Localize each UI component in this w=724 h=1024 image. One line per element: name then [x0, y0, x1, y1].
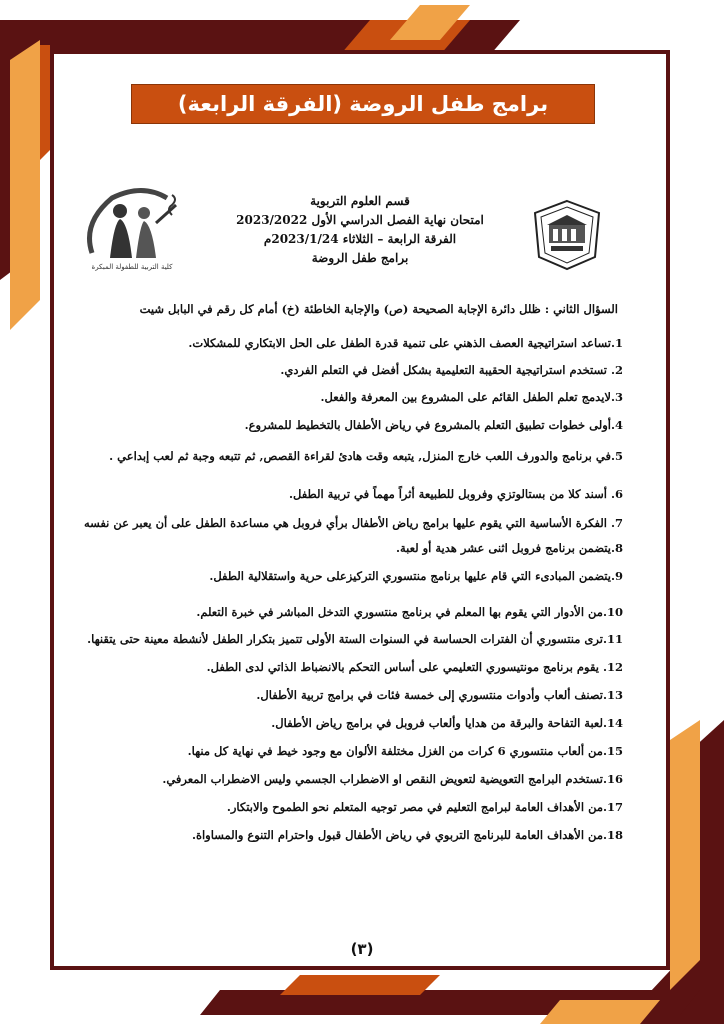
question-item: 16.تستخدم البرامج التعويضية لتعويض النقص او الاضطراب الجسمي وليس الاضطراب المعرفي. [162, 772, 623, 786]
faculty-logo-icon [72, 183, 192, 273]
question-item: 11.ترى منتسوري أن الفترات الحساسة في السنوات الستة الأولى تتميز بتكرار الطفل لأنشطة معينة حتى يتقنها. [87, 632, 623, 646]
question-item: 15.من ألعاب منتسوري 6 كرات من الغزل مختلفة الألوان مع وجود خيط في نهاية كل منها. [187, 744, 623, 758]
grade-date-line: الفرقة الرابعة – الثلاثاء 2023/1/24م [263, 232, 457, 246]
question-item: 12. يقوم برنامج مونتيسوري التعليمي على أساس التحكم بالانضباط الذاتي لدى الطفل. [206, 660, 623, 674]
university-seal-icon [531, 199, 603, 271]
question-instruction: السؤال الثاني : ظلل دائرة الإجابة الصحيحة (ص) والإجابة الخاطئة (خ) أمام كل رقم في البابل شيت [139, 302, 618, 316]
question-item: 18.من الأهداف العامة للبرنامج التربوي في رياض الأطفال قبول واحترام التنوع والمساواة. [191, 828, 623, 842]
page-number: (٣) [350, 940, 374, 958]
banner-title: برامج طفل الروضة (الفرقة الرابعة) [131, 84, 595, 124]
exam-header [210, 192, 510, 268]
department-line: قسم العلوم التربوية [310, 194, 410, 208]
question-item: 2. تستخدم استراتيجية الحقيبة التعليمية بشكل أفضل في التعلم الفردي. [280, 363, 623, 377]
logo-left-caption: كلية التربية للطفولة المبكرة [91, 263, 173, 271]
question-item: 1.تساعد استراتيجية العصف الذهني على تنمية قدرة الطفل على الحل الابتكاري للمشكلات. [188, 336, 623, 350]
question-item: 6. أسند كلا من بستالوتزي وفروبل للطبيعة أثراً مهماً في تربية الطفل. [288, 487, 623, 501]
question-item: 10.من الأدوار التي يقوم بها المعلم في برنامج منتسوري التدخل المباشر في خبرة التعلم. [196, 605, 623, 619]
question-item: 14.لعبة التفاحة والبرقة من هدايا وألعاب فروبل في برامج رياض الأطفال. [271, 716, 623, 730]
question-item: 4.أولى خطوات تطبيق التعلم بالمشروع في رياض الأطفال بالتخطيط للمشروع. [244, 418, 623, 432]
subject-line: برامج طفل الروضة [311, 251, 409, 265]
question-item: 9.يتضمن المبادىء التي قام عليها برنامج منتسوري التركيزعلى حرية واستقلالية الطفل. [209, 569, 623, 583]
question-item: 5.في برنامج والدورف اللعب خارج المنزل, يتبعه وقت هادئ لقراءة القصص, ثم تتبعه وجبة ثم لعب إبداعي . [109, 449, 623, 463]
question-item: 17.من الأهداف العامة لبرامج التعليم في مصر توجيه المتعلم نحو الطموح والابتكار. [226, 800, 623, 814]
question-item: 13.تصنف ألعاب وأدوات منتسوري إلى خمسة فئات في برامج تربية الأطفال. [256, 688, 623, 702]
question-item: 8.يتضمن برنامج فروبل اثنى عشر هدية أو لعبة. [395, 541, 623, 555]
question-item: 3.لايدمج تعلم الطفل القائم على المشروع بين المعرفة والفعل. [320, 390, 623, 404]
question-item: 7. الفكرة الأساسية التي يقوم عليها برامج رياض الأطفال برأي فروبل هي مساعدة الطفل على أن يعبر عن نفسه [83, 516, 623, 530]
exam-title-line: امتحان نهاية الفصل الدراسي الأول 2023/2022 [236, 213, 484, 227]
